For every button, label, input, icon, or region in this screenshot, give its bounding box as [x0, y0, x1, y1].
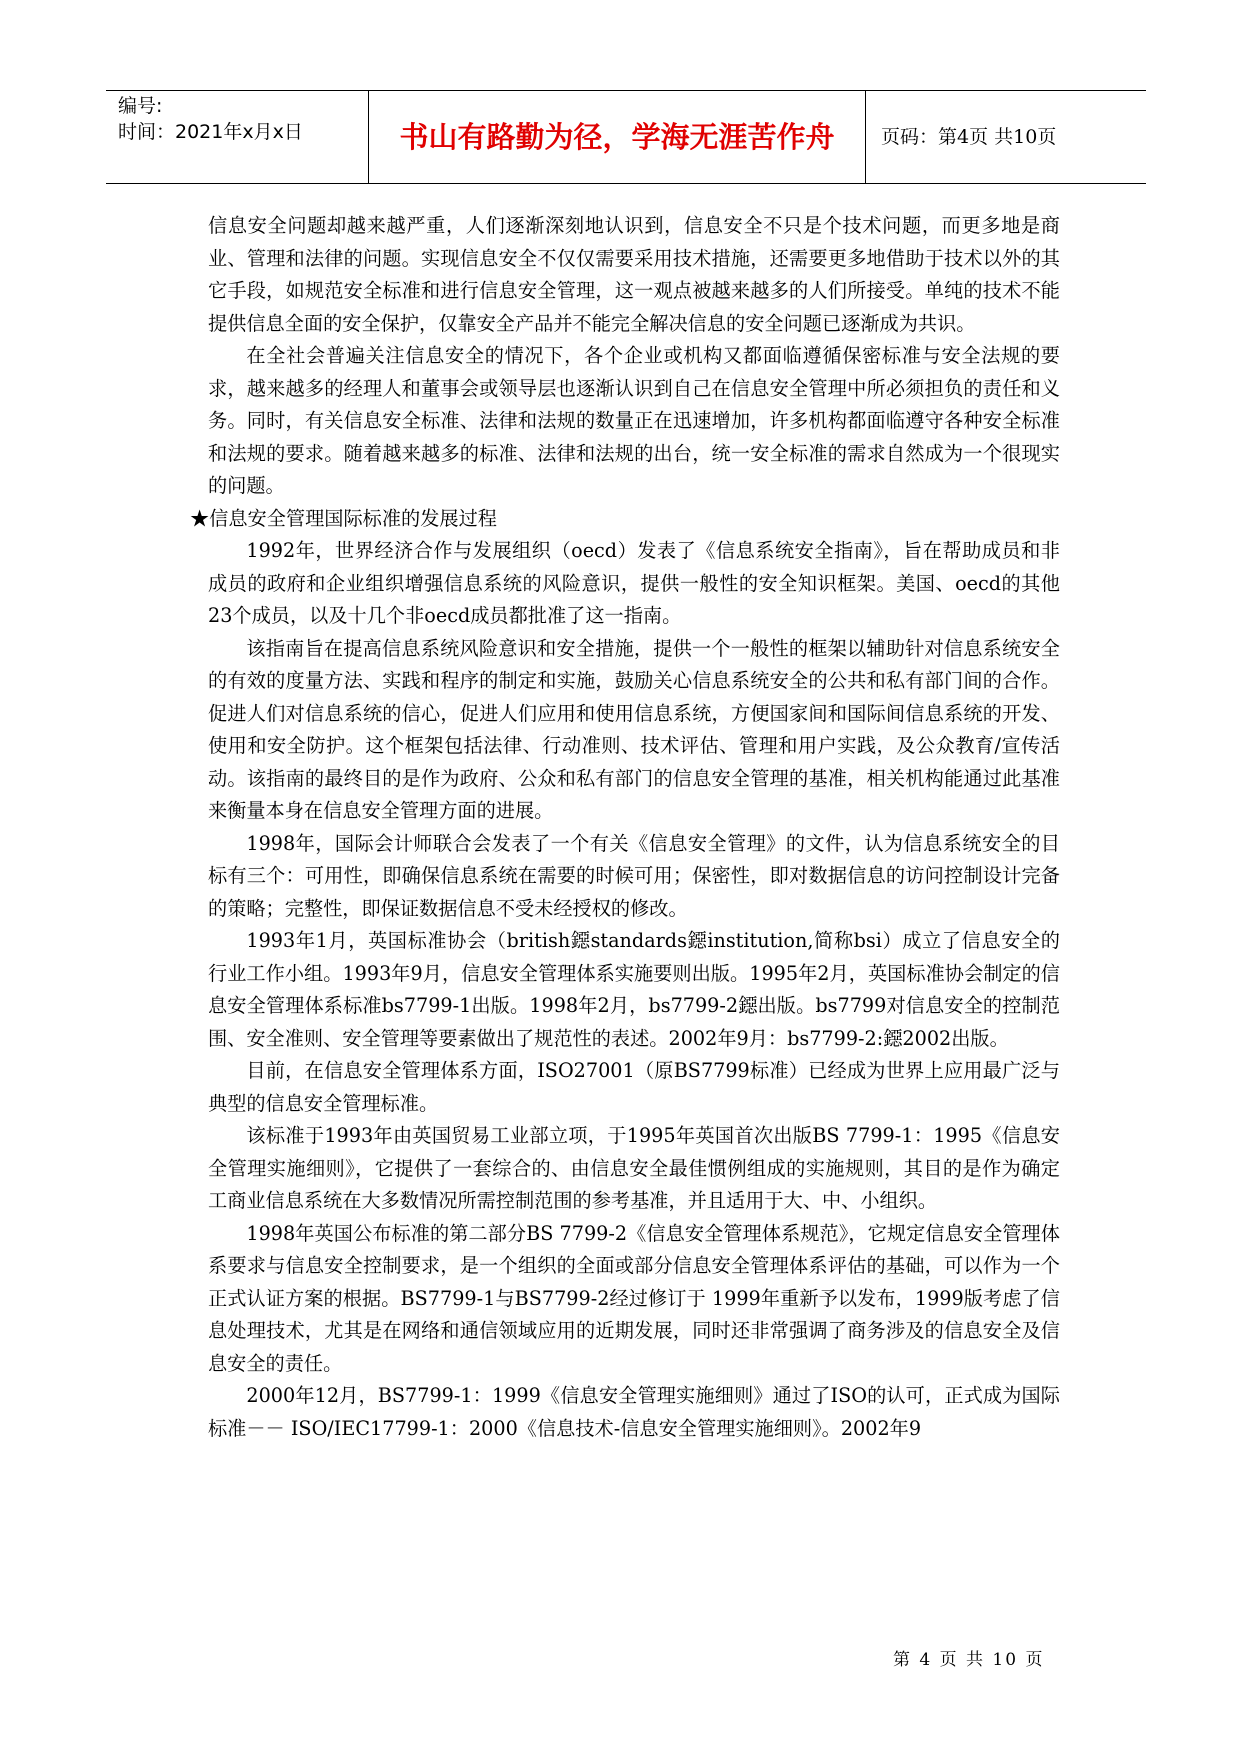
document-number-label: 编号:	[118, 95, 163, 117]
page-footer: 第 4 页 共 10 页	[893, 1650, 1045, 1670]
paragraph: 信息安全问题却越来越严重，人们逐渐深刻地认识到，信息安全不只是个技术问题，而更多地是商业、管理和法律的问题。实现信息安全不仅仅需要采用技术措施，还需要更多地借助于技术以外的其它手段，如规范安全标准和进行信息安全管理，这一观点被越来越多的人们所接受。单纯的技术不能提供信息全面的安全保护，仅靠安全产品并不能完全解决信息的安全问题已逐渐成为共识。	[208, 214, 1060, 335]
document-body	[190, 210, 1060, 1445]
paragraph: 1993年1月，英国标准协会（british鐚standards鐚institution,简称bsi）成立了信息安全的行业工作小组。1993年9月，信息安全管理体系实施要则出版。1995年2月，英国标准协会制定的信息安全管理体系标准bs7799-1出版。1998年2月，bs7799-2鐚出版。bs7799对信息安全的控制范围、安全准则、安全管理等要素做出了规范性的表述。2002年9月：bs7799-2:鐚2002出版。	[208, 929, 1060, 1050]
page-header	[106, 90, 1146, 184]
paragraph: 目前，在信息安全管理体系方面，ISO27001（原BS7799标准）已经成为世界上应用最广泛与典型的信息安全管理标准。	[208, 1059, 1060, 1115]
paragraph: 1998年，国际会计师联合会发表了一个有关《信息安全管理》的文件，认为信息系统安全的目标有三个：可用性，即确保信息系统在需要的时候可用；保密性，即对数据信息的访问控制设计完备的策略；完整性，即保证数据信息不受未经授权的修改。	[208, 831, 1060, 920]
paragraph: 1998年英国公布标准的第二部分BS 7799-2《信息安全管理体系规范》，它规定信息安全管理体系要求与信息安全控制要求，是一个组织的全面或部分信息安全管理体系评估的基础，可以作为一个正式认证方案的根据。BS7799-1与BS7799-2经过修订于 1999年重新予以发布，1999版考虑了信息处理技术，尤其是在网络和通信领域应用的近期发展，同时还非常强调了商务涉及的信息安全及信息安全的责任。	[208, 1221, 1060, 1375]
document-time-label: 时间：2021年x月x日	[118, 121, 303, 143]
header-page-number: 页码：第4页 共10页	[881, 126, 1057, 148]
paragraph: 该指南旨在提高信息系统风险意识和安全措施，提供一个一般性的框架以辅助针对信息系统安全的有效的度量方法、实践和程序的制定和实施，鼓励关心信息系统安全的公共和私有部门间的合作。促进人们对信息系统的信心，促进人们应用和使用信息系统，方便国家间和国际间信息系统的开发、使用和安全防护。这个框架包括法律、行动准则、技术评估、管理和用户实践，及公众教育/宣传活动。该指南的最终目的是作为政府、公众和私有部门的信息安全管理的基准，相关机构能通过此基准来衡量本身在信息安全管理方面的进展。	[208, 636, 1060, 822]
paragraph: 2000年12月，BS7799-1：1999《信息安全管理实施细则》通过了ISO的认可，正式成为国际标准－－ ISO/IEC17799-1：2000《信息技术-信息安全管理实施细则》。2002年9	[208, 1384, 1060, 1440]
paragraph: 在全社会普遍关注信息安全的情况下，各个企业或机构又都面临遵循保密标准与安全法规的要求，越来越多的经理人和董事会或领导层也逐渐认识到自己在信息安全管理中所必须担负的责任和义务。同时，有关信息安全标准、法律和法规的数量正在迅速增加，许多机构都面临遵守各种安全标准和法规的要求。随着越来越多的标准、法律和法规的出台，统一安全标准的需求自然成为一个很现实的问题。	[208, 344, 1060, 497]
header-info	[106, 91, 369, 183]
paragraph: 1992年，世界经济合作与发展组织（oecd）发表了《信息系统安全指南》，旨在帮助成员和非成员的政府和企业组织增强信息系统的风险意识，提供一般性的安全知识框架。美国、oecd的其他23个成员，以及十几个非oecd成员都批准了这一指南。	[208, 539, 1060, 627]
paragraph: 该标准于1993年由英国贸易工业部立项，于1995年英国首次出版BS 7799-1：1995《信息安全管理实施细则》，它提供了一套综合的、由信息安全最佳惯例组成的实施规则，其目的是作为确定工商业信息系统在大多数情况所需控制范围的参考基准，并且适用于大、中、小组织。	[208, 1124, 1060, 1212]
section-heading: ★信息安全管理国际标准的发展过程	[190, 506, 497, 530]
header-motto: 书山有路勤为径，学海无涯苦作舟	[369, 91, 866, 183]
